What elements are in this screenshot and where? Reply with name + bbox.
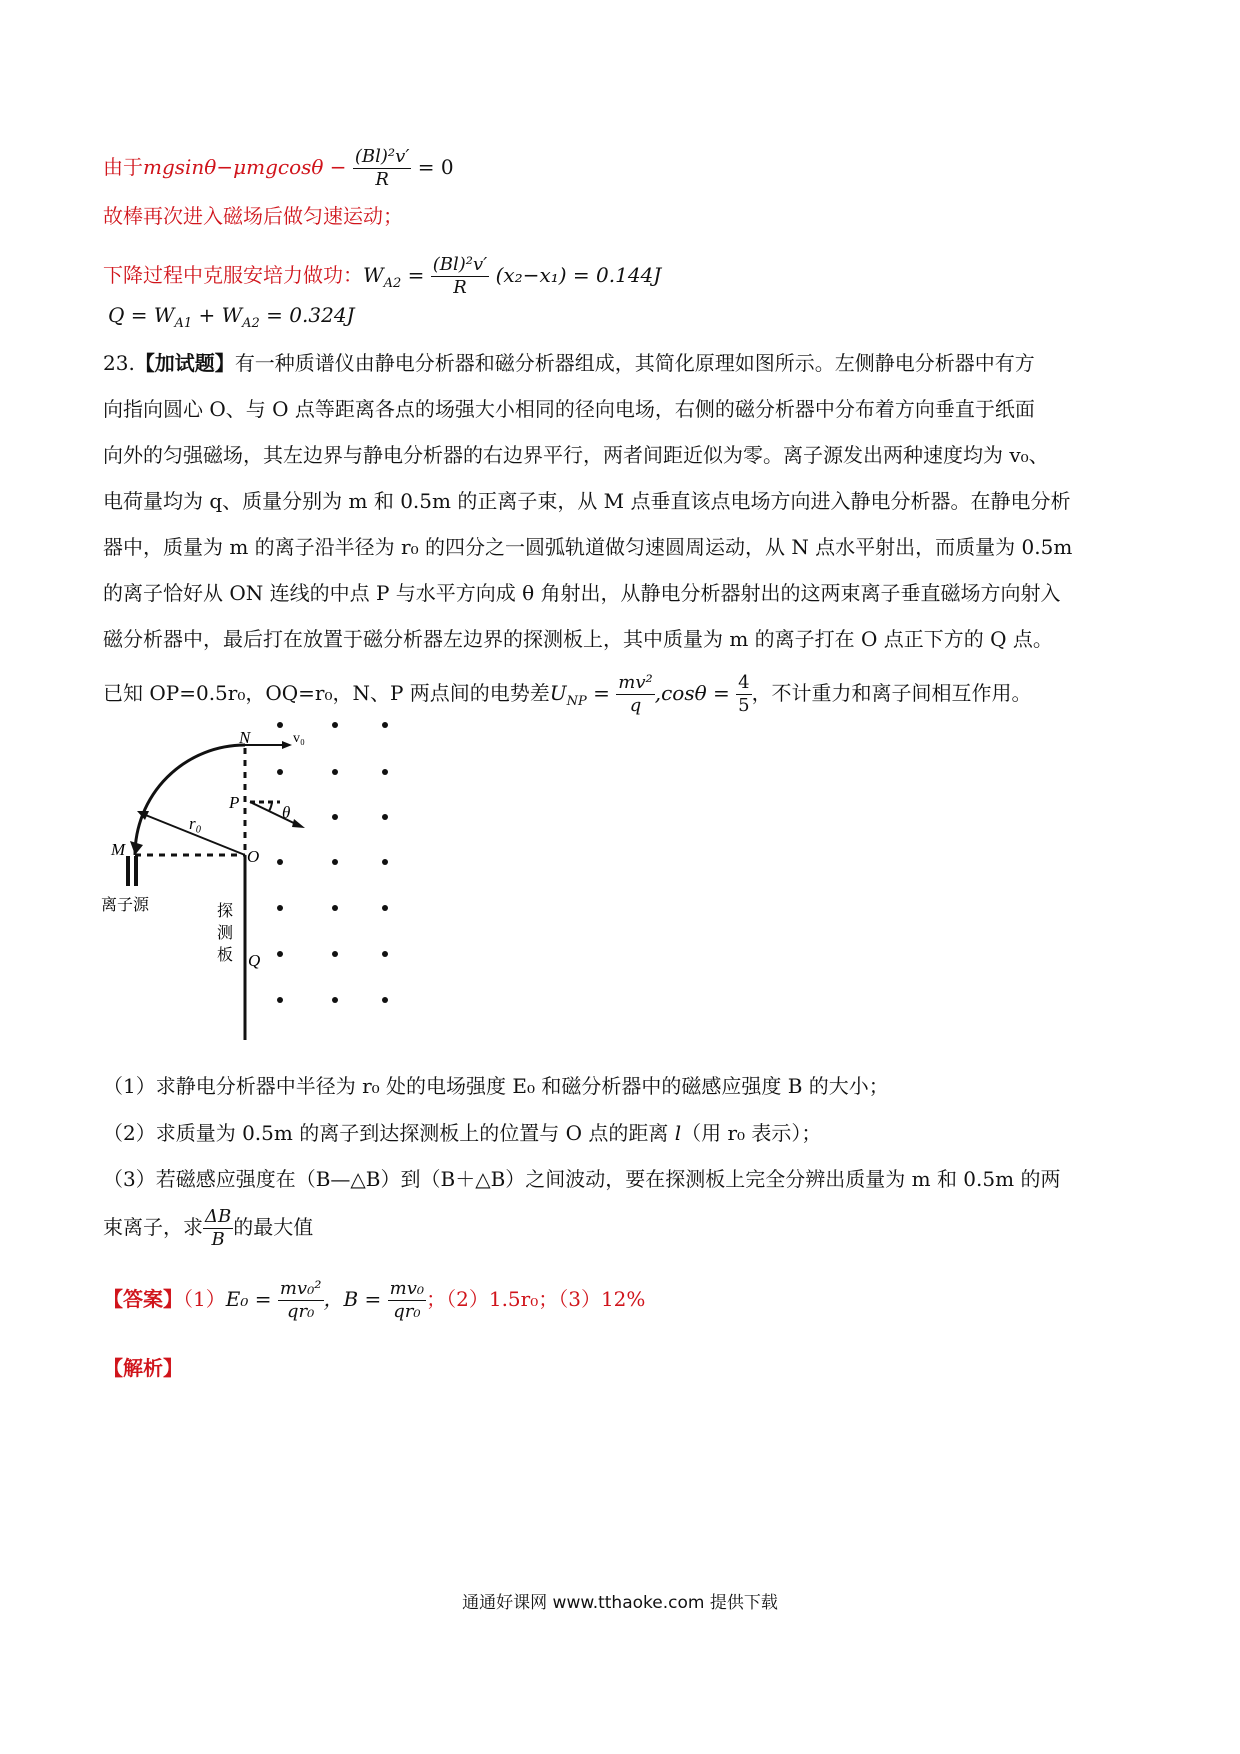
fraction-denominator: B [203,1228,233,1251]
problem-text-8-suffix: ，不计重力和离子间相互作用。 [751,681,1032,705]
answer-b: ，B = [323,1287,388,1311]
fraction-numerator: mv₀² [279,1278,322,1299]
question-3-suffix: 的最大值 [233,1215,314,1239]
solution-line-4-sub2: A2 [242,316,260,331]
field-dot [332,951,338,957]
question-3-text: 束离子，求 [103,1215,203,1239]
problem-tag: 【加试题】 [134,351,235,375]
label-ion-source: 离子源 [101,897,150,914]
question-3-fraction [203,1206,233,1251]
field-dot [382,905,388,911]
solution-line-4-tail: = 0.324J [259,303,355,327]
solution-line-4-lhs: Q = W [108,303,175,327]
fraction-denominator: R [353,168,412,191]
question-3-line-1: （3）若磁感应强度在（B—△B）到（B＋△B）之间波动，要在探测板上完全分辨出质量为 m 和 0.5m 的两 [103,1167,1061,1191]
analysis-label: 【解析】 [103,1356,183,1380]
solution-line-1-prefix: 由于 [103,155,143,179]
field-dot [277,951,283,957]
label-detector-1: 探 [217,903,234,920]
field-dot [382,997,388,1003]
problem-23 [103,350,1143,718]
solution-line-3-eq: = [401,263,431,287]
problem-line-7: 磁分析器中，最后打在放置于磁分析器左边界的探测板上，其中质量为 m 的离子打在 O 点正下方的 Q 点。 [103,627,1053,651]
arc-arrowhead [130,841,143,855]
field-dot [382,951,388,957]
question-2 [103,1120,821,1146]
fraction-numerator: ΔB [205,1206,232,1227]
solution-line-3-tail: (x₂−x₁) = 0.144J [495,263,662,287]
solution-line-4-sub1: A1 [174,316,193,331]
solution-line-4-mid: + W [192,303,243,327]
solution-line-3-lhs: W [363,263,384,287]
problem-text-8: 已知 OP=0.5r₀，OQ=r₀，N、P 两点间的电势差 [103,681,550,705]
fraction-denominator: q [616,694,654,717]
field-dot [277,722,283,728]
field-dot [382,769,388,775]
field-dot [332,859,338,865]
field-dot [332,769,338,775]
field-dot [332,814,338,820]
label-p: P [229,793,240,812]
question-2-suffix: （用 r₀ 表示）； [681,1121,822,1145]
label-o: O [247,847,260,866]
v0-arrowhead [282,741,292,749]
solution-line-1-tail: = 0 [417,155,454,179]
label-v0: v₀ [293,731,305,746]
question-2-var: l [674,1121,682,1145]
problem-line-6: 的离子恰好从 ON 连线的中点 P 与水平方向成 θ 角射出，从静电分析器射出的这两束离子垂直磁场方向射入 [103,581,1061,605]
solution-line-1 [103,146,454,191]
label-detector-3: 板 [217,947,234,964]
field-dot [332,905,338,911]
label-q: Q [248,951,261,970]
problem-line-5: 器中，质量为 m 的离子沿半径为 r₀ 的四分之一圆弧轨道做匀速圆周运动，从 N 点水平射出，而质量为 0.5m [103,535,1073,559]
field-dot [332,997,338,1003]
answer-label: 【答案】 [103,1287,183,1311]
unp-symbol: U [549,681,567,705]
fraction-denominator: qr₀ [278,1300,324,1323]
unp-sub: NP [566,694,587,709]
page-footer: 通通好课网 www.tthaoke.com 提供下载 [462,1593,778,1613]
fraction-numerator: mv² [618,672,653,693]
label-n: N [239,728,251,747]
solution-line-3-prefix: 下降过程中克服安培力做功： [103,263,363,287]
ion-source-right [134,856,138,886]
fraction-numerator: 4 [738,672,750,693]
field-dot [277,859,283,865]
fraction-numerator: mv₀ [389,1278,425,1299]
mass-spectrometer-diagram [95,710,425,1050]
solution-line-1-fraction [353,146,412,191]
question-2-text: （2）求质量为 0.5m 的离子到达探测板上的位置与 O 点的距离 [103,1121,675,1145]
cos-expr: ,cosθ = [654,681,737,705]
magnetic-field-dots [277,722,388,1003]
answer-line [103,1278,645,1323]
problem-number: 23. [103,351,135,375]
field-dot [332,722,338,728]
label-theta: θ [282,803,291,822]
label-r0: r₀ [189,814,202,833]
solution-line-3-lhs-sub: A2 [383,276,402,291]
cos-fraction [736,672,751,717]
field-dot [382,859,388,865]
field-dot [382,722,388,728]
solution-line-4 [108,302,355,337]
fraction-denominator: qr₀ [388,1300,426,1323]
fraction-numerator: (Bl)²v′ [432,254,488,275]
unp-fraction [616,672,654,717]
answer-e0-fraction [278,1278,324,1323]
problem-line-4: 电荷量均为 q、质量分别为 m 和 0.5m 的正离子束，从 M 点垂直该点电场方向进入静电分析器。在静电分析 [103,489,1071,513]
answer-part-1: （1） [183,1287,226,1311]
problem-text-1: 有一种质谱仪由静电分析器和磁分析器组成，其简化原理如图所示。左侧静电分析器中有方 [234,351,1035,375]
unp-eq: = [586,681,617,705]
field-dot [277,997,283,1003]
answer-e0: E₀ = [225,1287,278,1311]
p-theta-arrowhead [292,819,305,828]
answer-part-2: ；（2）1.5r₀；（3）12% [426,1287,646,1311]
ion-source-left [126,856,130,886]
field-dot [382,814,388,820]
label-m: M [111,840,126,859]
solution-line-2: 故棒再次进入磁场后做匀速运动； [103,204,403,228]
field-dot [277,769,283,775]
question-3-line-2 [103,1206,313,1251]
fraction-denominator: R [431,276,490,299]
problem-line-1 [103,350,1143,396]
problem-line-2: 向指向圆心 O、与 O 点等距离各点的场强大小相同的径向电场，右侧的磁分析器中分布着方向垂直于纸面 [103,397,1035,421]
answer-b-fraction [388,1278,426,1323]
question-1: （1）求静电分析器中半径为 r₀ 处的电场强度 E₀ 和磁分析器中的磁感应强度 B 的大小； [103,1074,889,1098]
field-dot [277,905,283,911]
fraction-numerator: (Bl)²v′ [354,146,410,167]
fraction-denominator: 5 [738,695,750,716]
label-detector-2: 测 [217,925,234,942]
problem-line-3: 向外的匀强磁场，其左边界与静电分析器的右边界平行，两者间距近似为零。离子源发出两种速度均为 v₀、 [103,443,1049,467]
solution-line-3 [103,254,661,299]
solution-line-1-expr: mgsinθ−μmgcosθ − [143,155,347,179]
solution-line-3-fraction [431,254,490,299]
p-theta-arrow [250,802,300,826]
